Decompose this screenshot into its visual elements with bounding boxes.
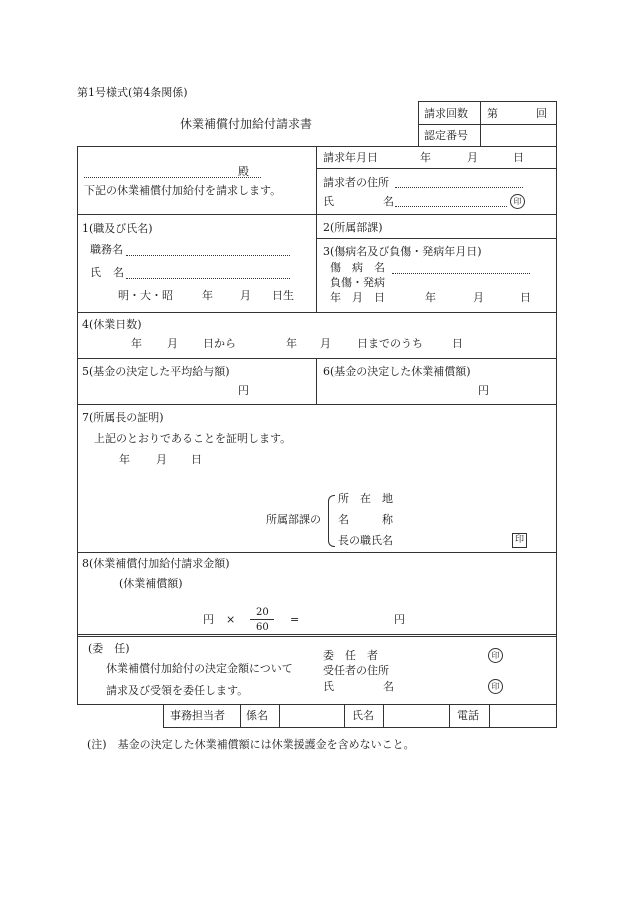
job-label: 職務名	[90, 243, 123, 256]
sec8-sub: (休業補償額)	[119, 577, 183, 590]
leave-from-month: 月	[167, 337, 178, 350]
cert-year: 年	[119, 453, 130, 466]
delegation-heading: (委 任)	[88, 642, 130, 655]
sec5-unit: 円	[238, 384, 249, 397]
count-label: 請求回数	[424, 107, 468, 120]
name-label-2: 名	[383, 195, 394, 208]
onset-label: 負傷・発病	[330, 276, 385, 289]
request-text: 下記の休業補償付加給付を請求します。	[84, 184, 282, 197]
staff-phone-label: 電話	[457, 709, 479, 722]
onset-year: 年	[425, 291, 436, 304]
address-label: 請求者の住所	[323, 176, 389, 189]
delegate-label: 委 任 者	[323, 649, 378, 662]
delegatee-name-1: 氏	[323, 680, 334, 693]
form-title: 休業補償付加給付請求書	[180, 117, 313, 131]
sec4-heading: 4(休業日数)	[82, 318, 142, 331]
count-prefix: 第	[487, 107, 498, 120]
claimant-seal-icon: 印	[510, 194, 525, 209]
calc-numerator: 20	[256, 607, 269, 618]
cert-label: 認定番号	[424, 129, 468, 142]
head-seal-icon: 印	[512, 533, 527, 548]
addressee-line[interactable]	[84, 177, 261, 178]
staff-name-field[interactable]	[384, 705, 449, 727]
birth-day: 日生	[272, 289, 294, 302]
calc-yen-result: 円	[394, 613, 405, 626]
onset-day: 日	[520, 291, 531, 304]
staff-label: 事務担当者	[170, 709, 225, 722]
delegate-seal-icon: 印	[488, 648, 503, 663]
leave-to-year: 年	[286, 337, 297, 350]
leave-to-month: 月	[320, 337, 331, 350]
sec1-name-line[interactable]	[126, 278, 290, 279]
dept-head: 長の職氏名	[338, 534, 393, 547]
dept-name: 名 称	[338, 513, 393, 526]
dept-location: 所 在 地	[338, 492, 393, 505]
delegatee-name-2: 名	[383, 680, 394, 693]
leave-from-day: 日から	[203, 337, 236, 350]
calc-denominator: 60	[256, 622, 269, 633]
delegation-line1: 休業補償付加給付の決定金額について	[106, 662, 293, 675]
count-suffix: 回	[536, 107, 547, 120]
form-number: 第1号様式(第4条関係)	[77, 86, 188, 99]
staff-phone-field[interactable]	[490, 705, 556, 727]
birth-month: 月	[240, 289, 251, 302]
delegatee-seal-icon: 印	[488, 679, 503, 694]
sec5-heading: 5(基金の決定した平均給与額)	[82, 365, 230, 378]
calc-equals: =	[290, 613, 300, 626]
date-year: 年	[420, 151, 431, 164]
address-line[interactable]	[395, 187, 523, 188]
onset-ymd-label: 年 月 日	[330, 291, 385, 304]
sec2-heading: 2(所属部課)	[323, 221, 383, 234]
leave-days: 日	[452, 337, 463, 350]
dept-label: 所属部課の	[266, 513, 321, 526]
sec3-heading: 3(傷病名及び負傷・発病年月日)	[323, 245, 482, 258]
name-label-1: 氏	[323, 195, 334, 208]
staff-section-label: 係名	[246, 709, 268, 722]
sec1-name-label-1: 氏	[90, 266, 101, 279]
sec6-unit: 円	[478, 384, 489, 397]
disease-line[interactable]	[392, 273, 530, 274]
calc-times: ×	[226, 613, 236, 626]
cert-statement: 上記のとおりであることを証明します。	[94, 432, 292, 445]
claimant-name-line[interactable]	[395, 206, 507, 207]
disease-label: 傷 病 名	[330, 261, 385, 274]
sec7-heading: 7(所属長の証明)	[82, 411, 164, 424]
birth-year: 年	[202, 289, 213, 302]
delegation-line2: 請求及び受領を委任します。	[106, 684, 249, 697]
sec6-heading: 6(基金の決定した休業補償額)	[323, 365, 471, 378]
date-month: 月	[467, 151, 478, 164]
leave-to-day: 日までのうち	[357, 337, 423, 350]
sec8-heading: 8(休業補償付加給付請求金額)	[82, 557, 230, 570]
onset-month: 月	[473, 291, 484, 304]
leave-from-year: 年	[131, 337, 142, 350]
date-day: 日	[513, 151, 524, 164]
footnote: (注) 基金の決定した休業補償額には休業援護金を含めないこと。	[87, 738, 415, 751]
job-line[interactable]	[126, 255, 290, 256]
cert-day: 日	[191, 453, 202, 466]
date-label: 請求年月日	[323, 151, 378, 164]
calc-yen: 円	[203, 613, 214, 626]
cert-month: 月	[156, 453, 167, 466]
sec1-heading: 1(職及び氏名)	[82, 222, 153, 235]
delegatee-address-label: 受任者の住所	[323, 664, 389, 677]
addressee-suffix: 殿	[238, 165, 249, 178]
brace-icon	[328, 495, 335, 547]
sec1-name-label-2: 名	[113, 266, 124, 279]
era-label: 明・大・昭	[118, 289, 173, 302]
staff-section-field[interactable]	[280, 705, 344, 727]
staff-name-label: 氏名	[352, 709, 374, 722]
